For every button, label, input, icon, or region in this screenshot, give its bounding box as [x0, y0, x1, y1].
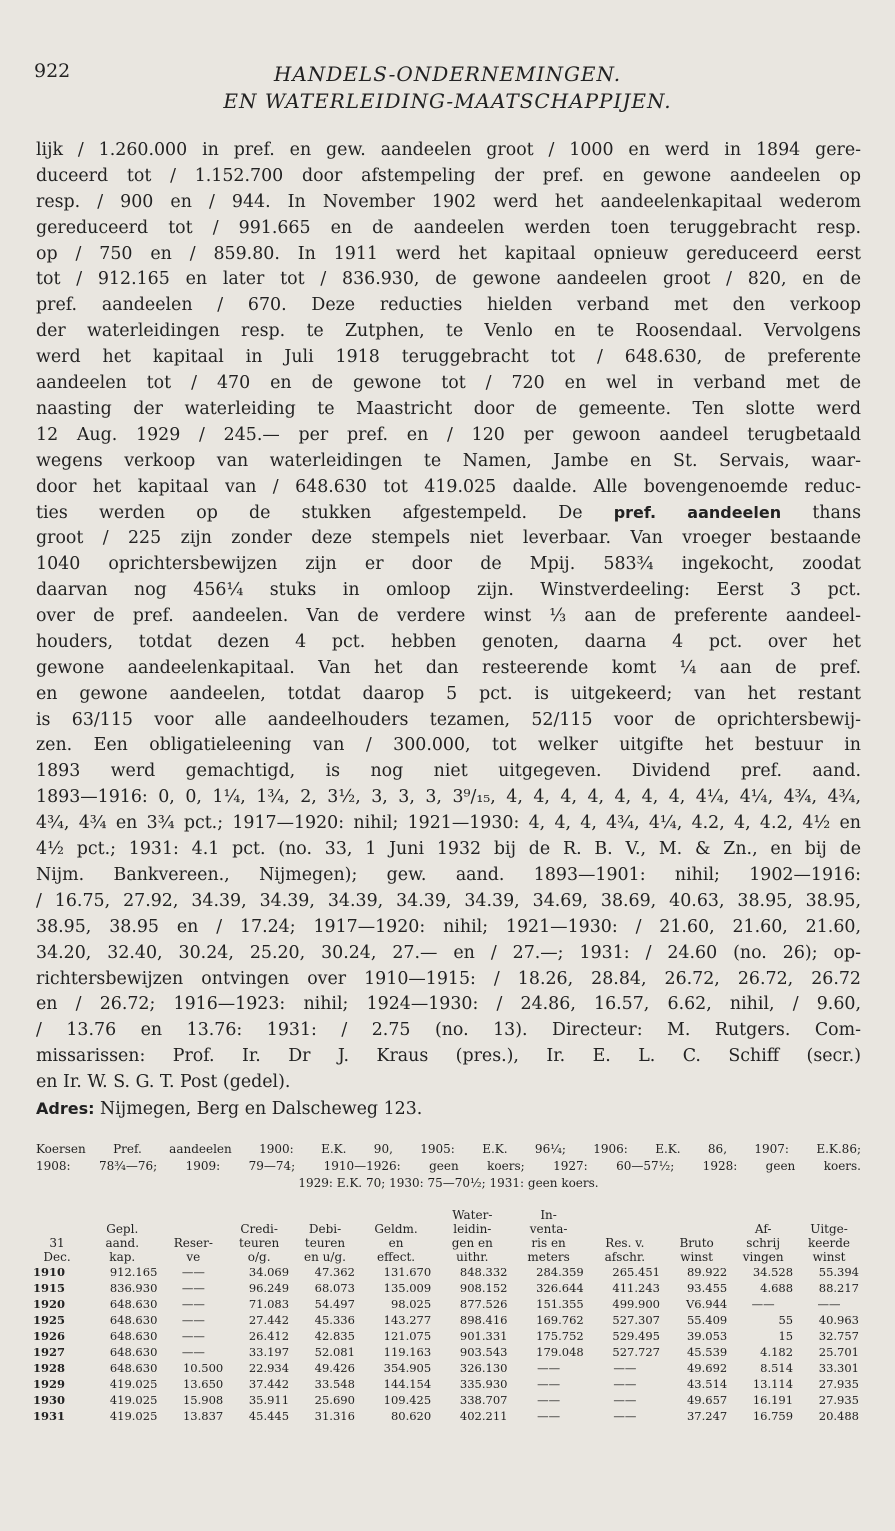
column-header: vingen: [742, 1250, 784, 1264]
table-cell: 179.048: [536, 1345, 584, 1359]
table-cell: 45.336: [314, 1313, 355, 1327]
table-cell: 34.528: [752, 1265, 794, 1279]
koersen-line: Koersen Pref. aandeelen 1900: E.K. 90, 1905: E.K. 96¼; 1906: E.K. 86, 1907: E.K.86;: [36, 1142, 861, 1156]
table-cell: 877.526: [459, 1297, 508, 1311]
column-header: Dec.: [43, 1250, 71, 1264]
table-cell: 419.025: [109, 1409, 158, 1423]
table-cell: 419.025: [109, 1377, 158, 1391]
table-cell: 901.331: [459, 1329, 508, 1343]
table-cell: ——: [613, 1377, 637, 1391]
table-cell: 13.650: [182, 1377, 224, 1391]
table-cell: 15: [778, 1329, 794, 1343]
table-cell: 898.416: [459, 1313, 508, 1327]
table-cell: 98.025: [390, 1297, 432, 1311]
text-line: 4½ pct.; 1931: 4.1 pct. (no. 33, 1 Juni 1932 bij de R. B. V., M. & Zn., en bij de: [36, 839, 861, 860]
table-cell: 43.514: [686, 1377, 728, 1391]
column-header: kap.: [109, 1250, 136, 1264]
table-cell: ——: [537, 1409, 561, 1423]
table-cell: 31.316: [314, 1409, 355, 1423]
table-header-row: [30, 1250, 862, 1264]
koersen-block: [36, 1141, 861, 1192]
text-line: 38.95, 38.95 en / 17.24; 1917—1920: nihil; 1921—1930: / 21.60, 21.60, 21.60,: [36, 916, 861, 937]
column-header: Gepl.: [106, 1222, 139, 1236]
column-header: In-: [540, 1208, 557, 1222]
column-header: leidin-: [453, 1222, 492, 1236]
year-cell: 1920: [33, 1297, 66, 1311]
column-header: aand.: [105, 1236, 140, 1250]
column-header: schrij: [746, 1236, 781, 1250]
text-line: / 16.75, 27.92, 34.39, 34.39, 34.39, 34.39, 34.39, 34.69, 38.69, 40.63, 38.95, 38.95,: [36, 890, 861, 911]
table-cell: 338.707: [459, 1393, 508, 1407]
text-line: richtersbewijzen ontvingen over 1910—1915: / 18.26, 28.84, 26.72, 26.72, 26.72: [36, 968, 861, 989]
table-cell: 402.211: [459, 1409, 508, 1423]
koersen-line: 1908: 78¾—76; 1909: 79—74; 1910—1926: geen koers; 1927: 60—57½; 1928: geen koers.: [36, 1159, 861, 1173]
year-cell: 1928: [33, 1361, 66, 1375]
text-line: zen. Een obligatieleening van / 300.000, tot welker uitgifte het bestuur in: [36, 735, 861, 756]
column-header: [160, 1208, 226, 1222]
column-header: [226, 1208, 292, 1222]
column-header: [358, 1208, 434, 1222]
table-cell: 68.073: [314, 1281, 355, 1295]
year-cell: 1910: [33, 1265, 66, 1279]
text-line: missarissen: Prof. Ir. Dr J. Kraus (pres.), Ir. E. L. C. Schiff (secr.): [36, 1046, 861, 1067]
table-cell: 27.935: [818, 1393, 859, 1407]
table-cell: ——: [181, 1297, 205, 1311]
table-cell: 26.412: [248, 1329, 290, 1343]
table-cell: 96.249: [248, 1281, 290, 1295]
table-cell: 71.083: [248, 1297, 290, 1311]
column-header: Reser-: [173, 1236, 213, 1250]
table-cell: 8.514: [760, 1361, 794, 1375]
column-header: en: [388, 1236, 404, 1250]
column-header: [587, 1208, 663, 1222]
text-line: werd het kapitaal in Juli 1918 teruggebracht tot / 648.630, de preferente: [36, 347, 861, 368]
table-cell: 4.688: [760, 1281, 794, 1295]
text-line: der waterleidingen resp. te Zutphen, te Venlo en te Roosendaal. Vervolgens: [36, 321, 861, 342]
column-header: uithr.: [456, 1250, 489, 1264]
table-cell: 326.644: [536, 1281, 584, 1295]
table-cell: 13.114: [752, 1377, 794, 1391]
bold-term: Adres:: [36, 1098, 95, 1118]
table-cell: 13.837: [182, 1409, 224, 1423]
body-text: [36, 138, 861, 1122]
table-cell: 119.163: [383, 1345, 432, 1359]
table-cell: 648.630: [109, 1345, 158, 1359]
column-header: afschr.: [604, 1250, 646, 1264]
table-cell: 47.362: [314, 1265, 355, 1279]
table-cell: 848.332: [459, 1265, 508, 1279]
text-line: ties werden op de stukken afgestempeld. De pref. aandeelen thans: [36, 503, 861, 524]
text-line: gereduceerd tot / 991.665 en de aandeelen werden toen teruggebracht resp.: [36, 217, 861, 238]
table-cell: 419.025: [109, 1393, 158, 1407]
table-cell: 27.935: [818, 1377, 859, 1391]
text-line: duceerd tot / 1.152.700 door afstempeling der pref. en gewone aandeelen op: [36, 165, 861, 186]
table-cell: 131.670: [383, 1265, 432, 1279]
column-header: teuren: [239, 1236, 280, 1250]
table-cell: 45.539: [686, 1345, 728, 1359]
financial-table: [30, 1208, 862, 1424]
column-header: effect.: [377, 1250, 416, 1264]
table-cell: 499.900: [612, 1297, 660, 1311]
year-cell: 1927: [33, 1345, 66, 1359]
year-cell: 1915: [33, 1281, 66, 1295]
table-cell: 20.488: [818, 1409, 859, 1423]
table-cell: 27.442: [248, 1313, 290, 1327]
column-header: Credi-: [240, 1222, 278, 1236]
column-header: [663, 1222, 730, 1236]
table-cell: ——: [537, 1361, 561, 1375]
table-cell: ——: [537, 1377, 561, 1391]
table-cell: 648.630: [109, 1361, 158, 1375]
bold-term: pref. aandeelen: [613, 503, 782, 523]
table-cell: ——: [817, 1297, 841, 1311]
table-cell: 912.165: [109, 1265, 158, 1279]
table-cell: 33.197: [248, 1345, 290, 1359]
table-cell: 265.451: [612, 1265, 660, 1279]
table-cell: 80.620: [390, 1409, 432, 1423]
column-header: Water-: [452, 1208, 493, 1222]
table-cell: 49.692: [686, 1361, 728, 1375]
table-cell: ——: [181, 1329, 205, 1343]
table-cell: 121.075: [383, 1329, 432, 1343]
table-cell: ——: [613, 1361, 637, 1375]
year-cell: 1931: [33, 1409, 66, 1423]
text-line: gewone aandeelenkapitaal. Van het dan resteerende komt ¼ aan de pref.: [36, 657, 861, 678]
page-number: 922: [34, 60, 71, 82]
table-cell: 55: [778, 1313, 794, 1327]
table-cell: 908.152: [459, 1281, 508, 1295]
table-cell: 16.759: [752, 1409, 794, 1423]
column-header: [796, 1208, 862, 1222]
table-row: [30, 1408, 862, 1424]
table-cell: 648.630: [109, 1313, 158, 1327]
text-line: over de pref. aandeelen. Van de verdere winst ⅓ aan de preferente aandeel-: [36, 606, 861, 627]
table-cell: ——: [613, 1409, 637, 1423]
table-cell: 109.425: [383, 1393, 432, 1407]
table-header-row: [30, 1222, 862, 1236]
table-cell: 45.445: [248, 1409, 290, 1423]
table-cell: ——: [537, 1393, 561, 1407]
text-line: 34.20, 32.40, 30.24, 25.20, 30.24, 27.— en / 27.—; 1931: / 24.60 (no. 26); op-: [36, 942, 861, 963]
year-cell: 1926: [33, 1329, 66, 1343]
table-cell: 10.500: [182, 1361, 224, 1375]
column-header: [160, 1222, 226, 1236]
table-cell: 4.182: [760, 1345, 794, 1359]
table-cell: 648.630: [109, 1297, 158, 1311]
table-cell: 49.657: [686, 1393, 728, 1407]
column-header: ve: [186, 1250, 201, 1264]
table-cell: ——: [181, 1313, 205, 1327]
column-header: [730, 1208, 796, 1222]
column-header: [587, 1222, 663, 1236]
text-line: is 63/115 voor alle aandeelhouders tezamen, 52/115 voor de oprichtersbewij-: [36, 709, 861, 730]
table-cell: 49.426: [314, 1361, 355, 1375]
table-row: [30, 1344, 862, 1360]
column-header: [663, 1208, 730, 1222]
table-cell: 326.130: [459, 1361, 508, 1375]
table-cell: 175.752: [536, 1329, 584, 1343]
table-cell: 527.307: [612, 1313, 660, 1327]
table-row: [30, 1328, 862, 1344]
table-cell: 25.690: [314, 1393, 355, 1407]
text-line: 1040 oprichtersbewijzen zijn er door de Mpij. 583¾ ingekocht, zoodat: [36, 554, 861, 575]
table-cell: 143.277: [383, 1313, 432, 1327]
table-cell: 39.053: [686, 1329, 728, 1343]
text-line: op / 750 en / 859.80. In 1911 werd het kapitaal opnieuw gereduceerd eerst: [36, 243, 861, 264]
table-cell: 354.905: [383, 1361, 432, 1375]
table-cell: 55.394: [818, 1265, 859, 1279]
column-header: winst: [680, 1250, 714, 1264]
table-cell: 32.757: [818, 1329, 859, 1343]
table-cell: 25.701: [818, 1345, 859, 1359]
table-row: [30, 1376, 862, 1392]
column-header: o/g.: [247, 1250, 271, 1264]
text-line: door het kapitaal van / 648.630 tot 419.025 daalde. Alle bovengenoemde reduc-: [36, 476, 861, 497]
column-header: venta-: [529, 1222, 568, 1236]
column-header: 31: [49, 1236, 65, 1250]
table-cell: 22.934: [248, 1361, 290, 1375]
table-cell: 37.247: [686, 1409, 728, 1423]
table-cell: ——: [181, 1281, 205, 1295]
table-cell: 335.930: [459, 1377, 508, 1391]
table-cell: 16.191: [752, 1393, 794, 1407]
text-line: 1893 werd gemachtigd, is nog niet uitgegeven. Dividend pref. aand.: [36, 761, 861, 782]
text-line: Nijm. Bankvereen., Nijmegen); gew. aand. 1893—1901: nihil; 1902—1916:: [36, 864, 861, 885]
column-header: meters: [527, 1250, 570, 1264]
table-header-row: [30, 1208, 862, 1222]
column-header: en u/g.: [304, 1250, 346, 1264]
table-cell: 648.630: [109, 1329, 158, 1343]
table-row: [30, 1264, 862, 1280]
year-cell: 1929: [33, 1377, 66, 1391]
column-header: [30, 1208, 84, 1222]
column-header: winst: [812, 1250, 846, 1264]
table-cell: 169.762: [536, 1313, 584, 1327]
table-cell: 527.727: [612, 1345, 660, 1359]
table-cell: 33.548: [314, 1377, 355, 1391]
column-header: teuren: [304, 1236, 346, 1250]
table-cell: 411.243: [612, 1281, 660, 1295]
column-header: Debi-: [308, 1222, 342, 1236]
running-subtitle: EN WATERLEIDING-MAATSCHAPPIJEN.: [223, 89, 672, 113]
text-line: 1893—1916: 0, 0, 1¼, 1¾, 2, 3½, 3, 3, 3, 3⁹/₁₅, 4, 4, 4, 4, 4, 4, 4, 4¼, 4¼, 4¾, 4¾,: [36, 787, 861, 808]
table-cell: 135.009: [383, 1281, 432, 1295]
table-cell: 529.495: [612, 1329, 660, 1343]
text-line: resp. / 900 en / 944. In November 1902 werd het aandeelenkapitaal wederom: [36, 191, 861, 212]
text-line: Adres: Nijmegen, Berg en Dalscheweg 123.: [36, 1098, 423, 1119]
table-header: [30, 1208, 862, 1264]
text-line: aandeelen tot / 470 en de gewone tot / 720 en wel in verband met de: [36, 373, 861, 394]
table-cell: 93.455: [686, 1281, 728, 1295]
table-row: [30, 1296, 862, 1312]
column-header: Uitge-: [810, 1222, 848, 1236]
text-line: en Ir. W. S. G. T. Post (gedel).: [36, 1072, 291, 1093]
column-header: ris en: [531, 1236, 566, 1250]
table-cell: ——: [751, 1297, 775, 1311]
text-line: naasting der waterleiding te Maastricht door de gemeente. Ten slotte werd: [36, 398, 861, 419]
column-header: [84, 1208, 160, 1222]
text-line: en gewone aandeelen, totdat daarop 5 pct. is uitgekeerd; van het restant: [36, 683, 861, 704]
text-line: lijk / 1.260.000 in pref. en gew. aandeelen groot / 1000 en werd in 1894 gere-: [36, 140, 861, 160]
table-row: [30, 1360, 862, 1376]
table-row: [30, 1392, 862, 1408]
table-cell: 52.081: [314, 1345, 355, 1359]
table-cell: 15.908: [182, 1393, 224, 1407]
table-cell: 144.154: [383, 1377, 432, 1391]
text-line: tot / 912.165 en later tot / 836.930, de gewone aandeelen groot / 820, en de: [36, 269, 861, 290]
table-cell: ——: [181, 1265, 205, 1279]
table-body: [30, 1264, 862, 1424]
column-header: Af-: [754, 1222, 772, 1236]
table-cell: 836.930: [109, 1281, 158, 1295]
table-cell: 151.355: [536, 1297, 584, 1311]
table-cell: 284.359: [536, 1265, 584, 1279]
table-cell: 34.069: [248, 1265, 290, 1279]
text-line: daarvan nog 456¼ stuks in omloop zijn. Winstverdeeling: Eerst 3 pct.: [36, 580, 861, 601]
column-header: [292, 1208, 358, 1222]
table-cell: 903.543: [459, 1345, 508, 1359]
text-line: 12 Aug. 1929 / 245.— per pref. en / 120 per gewoon aandeel terugbetaald: [36, 424, 861, 445]
table-row: [30, 1312, 862, 1328]
koersen-line: 1929: E.K. 70; 1930: 75—70½; 1931: geen koers.: [298, 1176, 599, 1190]
running-title: HANDELS-ONDERNEMINGEN.: [273, 62, 622, 86]
column-header: Geldm.: [374, 1222, 418, 1236]
table-cell: 37.442: [248, 1377, 290, 1391]
table-cell: 40.963: [818, 1313, 859, 1327]
column-header: keerde: [808, 1236, 851, 1250]
table-cell: ——: [181, 1345, 205, 1359]
table-cell: 88.217: [818, 1281, 859, 1295]
year-cell: 1925: [33, 1313, 66, 1327]
table-cell: 35.911: [248, 1393, 290, 1407]
column-header: Bruto: [679, 1236, 714, 1250]
table-header-row: [30, 1236, 862, 1250]
column-header: Res. v.: [605, 1236, 645, 1250]
column-header: [30, 1222, 84, 1236]
table-cell: 54.497: [314, 1297, 355, 1311]
table-row: [30, 1280, 862, 1296]
table-cell: V6.944: [686, 1297, 728, 1311]
table-cell: 89.922: [686, 1265, 728, 1279]
table-cell: 33.301: [818, 1361, 859, 1375]
year-cell: 1930: [33, 1393, 66, 1407]
text-line: pref. aandeelen / 670. Deze reducties hielden verband met den verkoop: [36, 295, 861, 316]
table-cell: 42.835: [314, 1329, 355, 1343]
text-line: en / 26.72; 1916—1923: nihil; 1924—1930: / 24.86, 16.57, 6.62, nihil, / 9.60,: [36, 994, 861, 1015]
column-header: gen en: [451, 1236, 493, 1250]
table-cell: 55.409: [686, 1313, 728, 1327]
text-line: wegens verkoop van waterleidingen te Namen, Jambe en St. Servais, waar-: [36, 450, 861, 471]
text-line: / 13.76 en 13.76: 1931: / 2.75 (no. 13). Directeur: M. Rutgers. Com-: [36, 1020, 861, 1041]
table-cell: ——: [613, 1393, 637, 1407]
text-line: groot / 225 zijn zonder deze stempels niet leverbaar. Van vroeger bestaande: [36, 528, 861, 549]
text-line: 4¾, 4¾ en 3¾ pct.; 1917—1920: nihil; 1921—1930: 4, 4, 4, 4¾, 4¼, 4.2, 4, 4.2, 4½ en: [36, 813, 861, 834]
text-line: houders, totdat dezen 4 pct. hebben genoten, daarna 4 pct. over het: [36, 631, 861, 652]
